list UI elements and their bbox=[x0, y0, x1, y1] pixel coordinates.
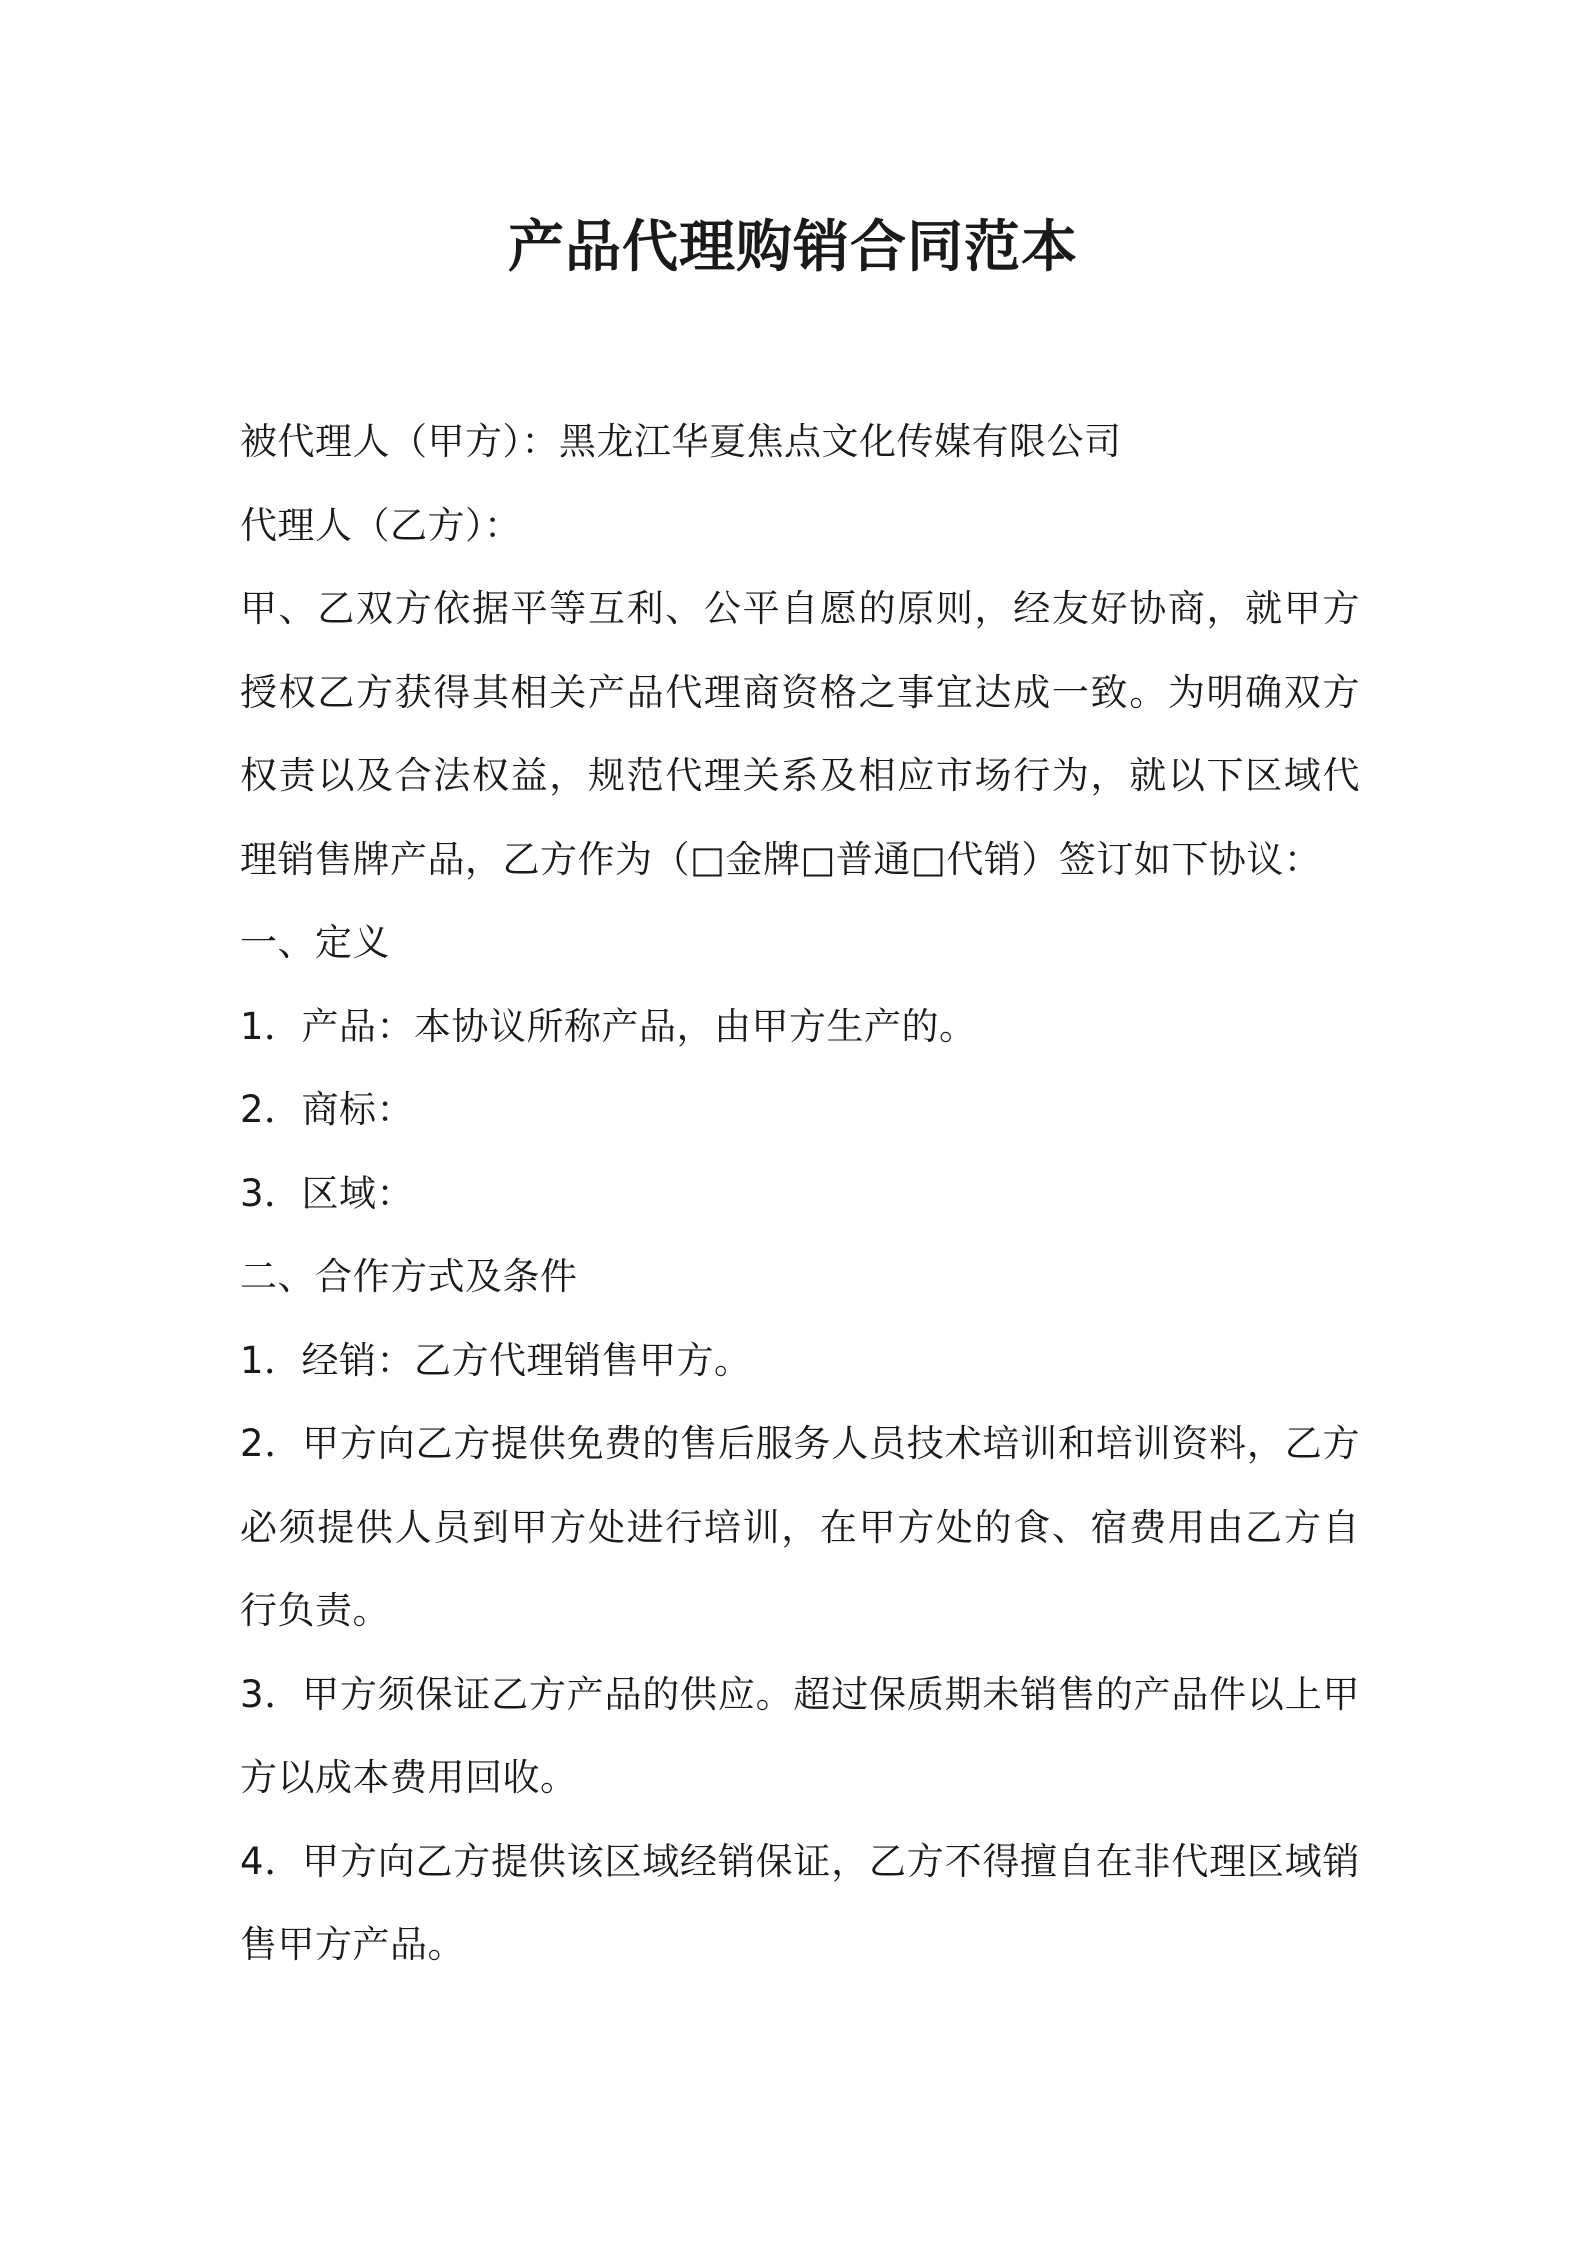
clause-product: 1．产品：本协议所称产品，由甲方生产的。 bbox=[240, 1004, 977, 1048]
clause-distribution: 1．经销：乙方代理销售甲方。 bbox=[240, 1338, 752, 1382]
clause-training: 2．甲方向乙方提供免费的售后服务人员技术培训和培训资料，乙方必须提供人员到甲方处进行培训，在甲方处的食、宿费用由乙方自行负责。 bbox=[240, 1422, 1360, 1632]
clause-region-guarantee: 4．甲方向乙方提供该区域经销保证，乙方不得擅自在非代理区域销售甲方产品。 bbox=[240, 1839, 1360, 1966]
document-title: 产品代理购销合同范本 bbox=[508, 215, 1078, 280]
clause-trademark: 2．商标： bbox=[240, 1088, 415, 1131]
document-body bbox=[240, 400, 1360, 1987]
preamble-paragraph: 甲、乙双方依据平等互利、公平自愿的原则，经友好协商，就甲方授权乙方获得其相关产品代理商资格之事宜达成一致。为明确双方权责以及合法权益，规范代理关系及相应市场行为，就以下区域代理销售牌产品，乙方作为（□金牌□普通□代销）签订如下协议： bbox=[240, 587, 1360, 881]
clause-region: 3．区域： bbox=[240, 1171, 415, 1215]
section-heading-definitions: 一、定义 bbox=[240, 921, 390, 964]
party-b-line: 代理人（乙方）： bbox=[240, 503, 522, 547]
section-heading-cooperation: 二、合作方式及条件 bbox=[240, 1255, 578, 1298]
clause-supply: 3．甲方须保证乙方产品的供应。超过保质期未销售的产品件以上甲方以成本费用回收。 bbox=[240, 1672, 1360, 1799]
party-a-line: 被代理人（甲方）：黑龙江华夏焦点文化传媒有限公司 bbox=[240, 420, 1122, 463]
